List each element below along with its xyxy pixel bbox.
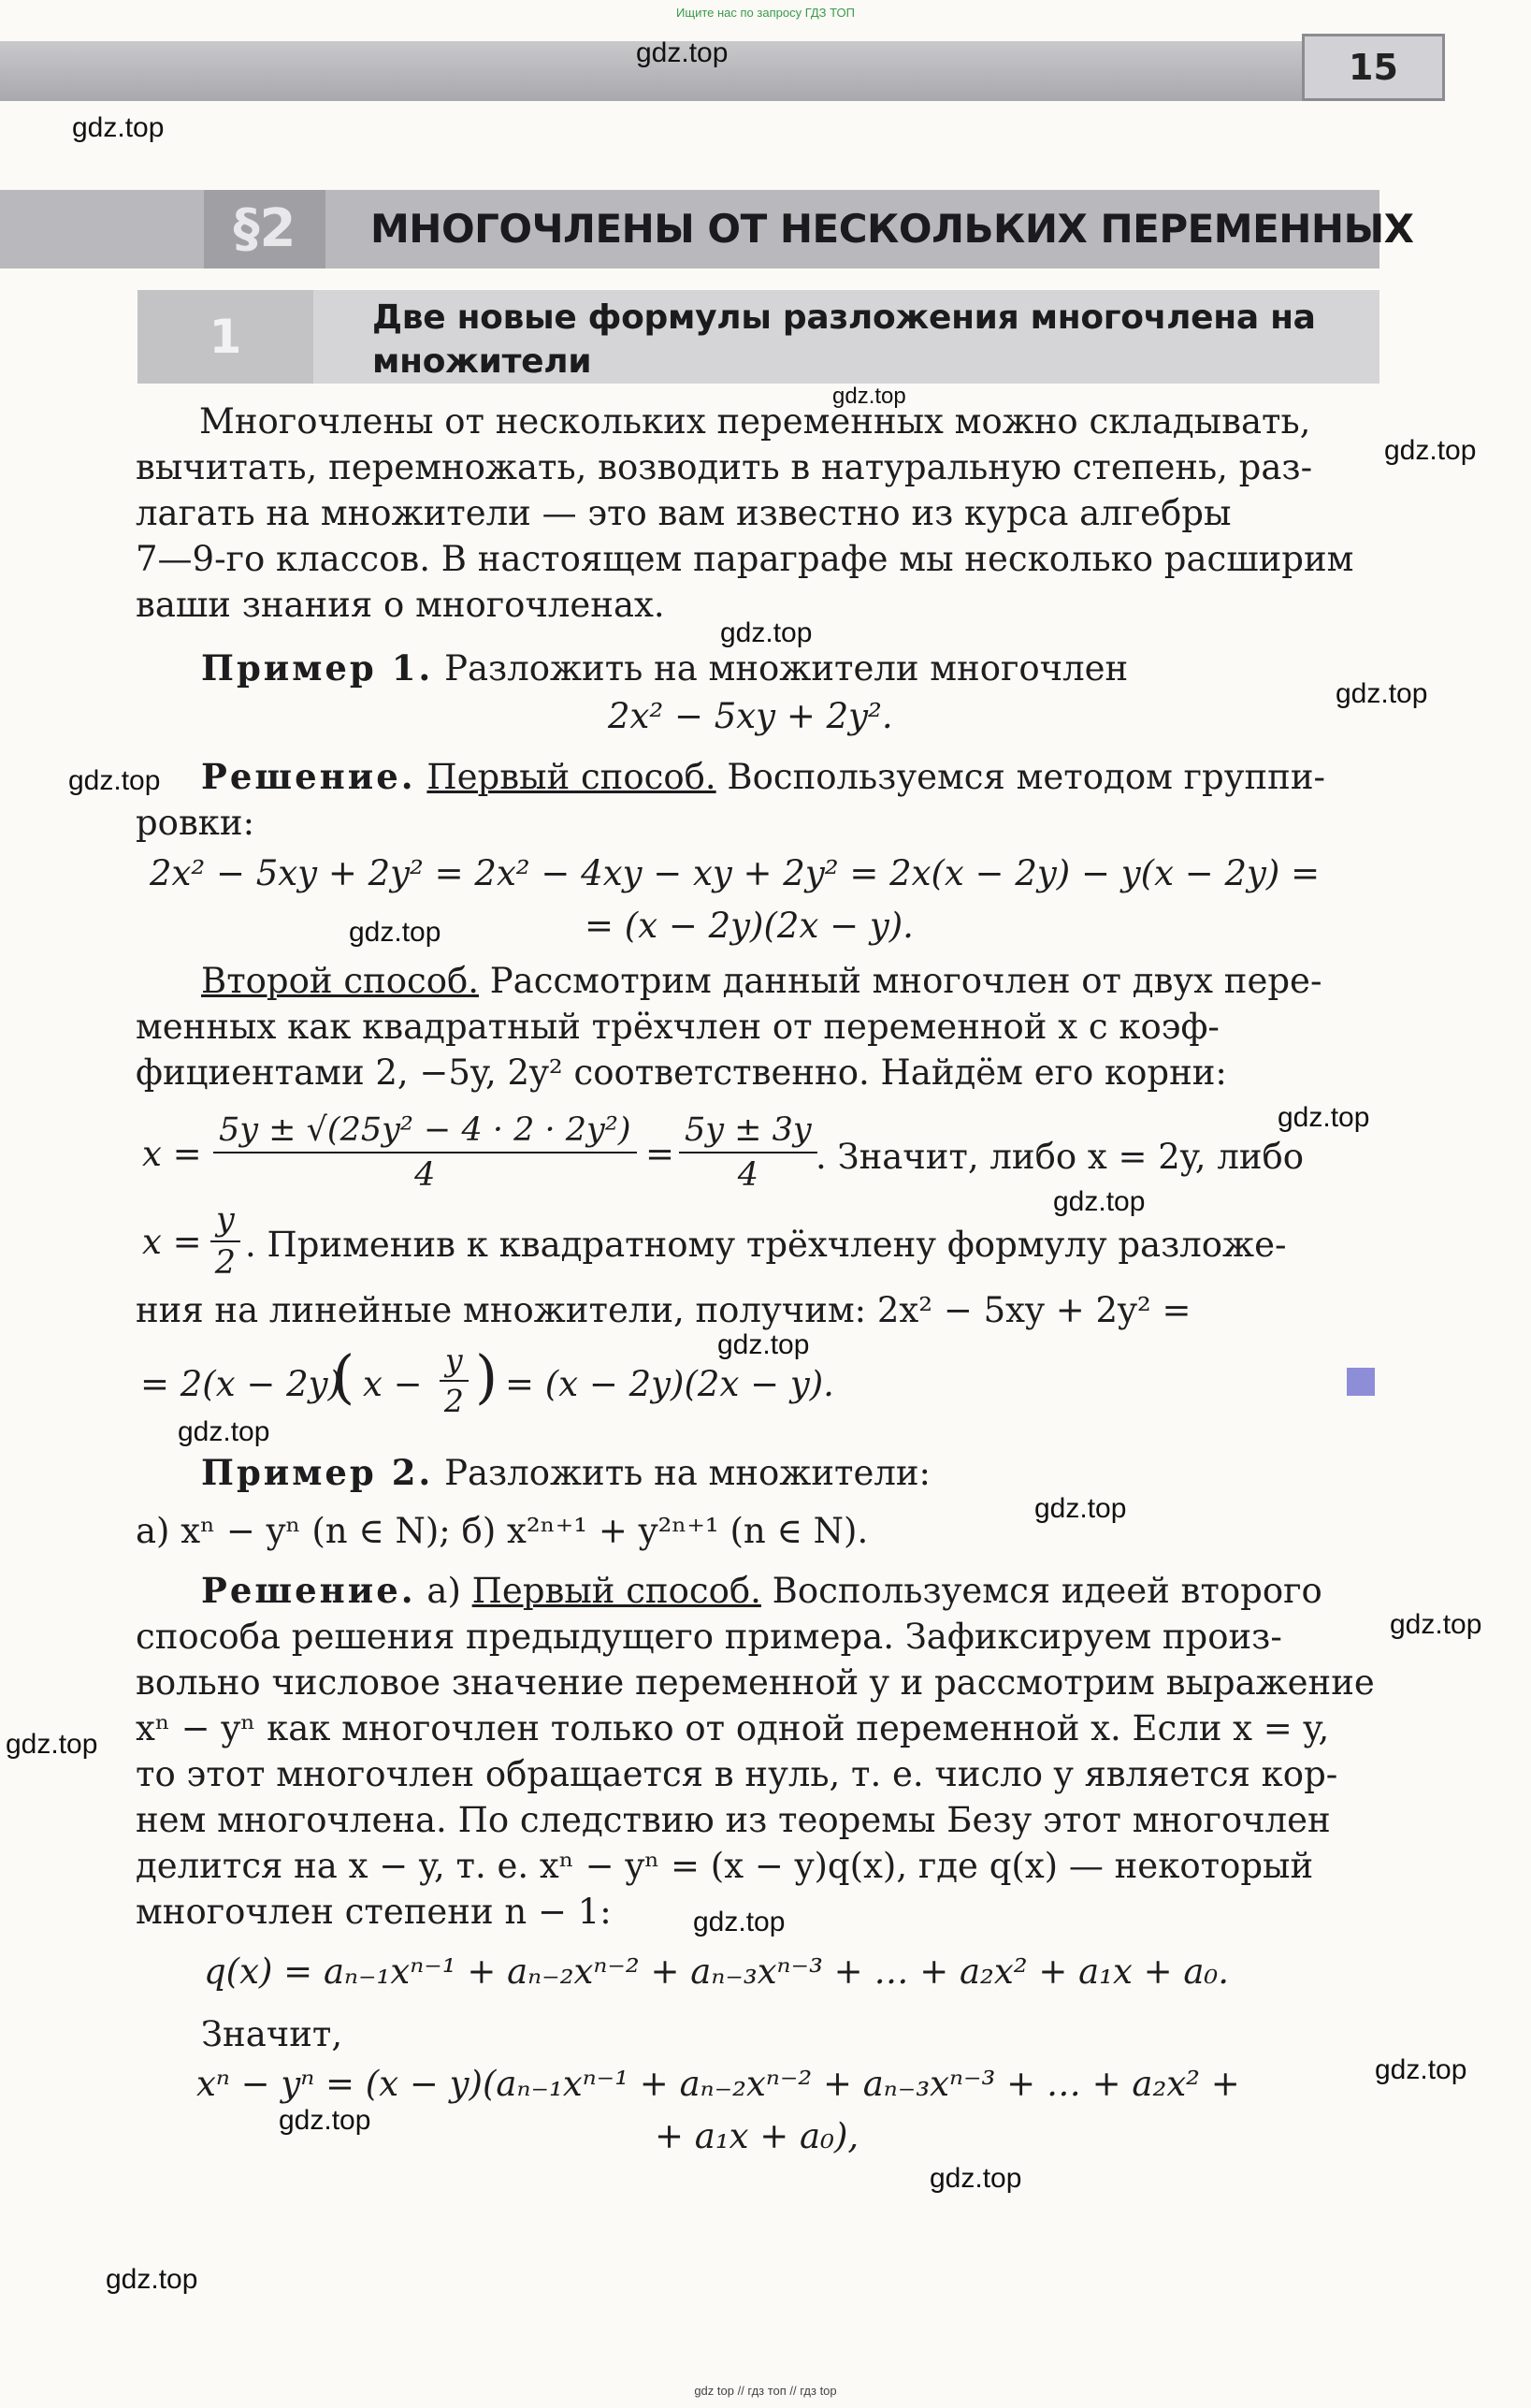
end-of-solution-mark	[1347, 1368, 1375, 1396]
section-number: §2	[204, 190, 325, 268]
intro-line-3: лагать на множители — это вам известно из курса алгебры	[136, 493, 1232, 533]
watermark: gdz.top	[1278, 1102, 1370, 1133]
solution-2-line-1: Воспользуемся идеей второго	[772, 1571, 1322, 1611]
znachit: Значит,	[201, 2014, 343, 2054]
watermark: gdz.top	[930, 2163, 1022, 2194]
solution-2-part-a: а)	[426, 1571, 461, 1611]
second-way-text: Рассмотрим данный многочлен от двух пере-	[489, 961, 1322, 1001]
roots-numerator-2: 5y ± 3y	[679, 1109, 817, 1153]
root2-tail: . Применив к квадратному трёхчлену формулу разложе-	[245, 1225, 1287, 1265]
subsection-title: Две новые формулы разложения многочлена на множители	[372, 298, 1316, 381]
solution-2-line-4: xⁿ − yⁿ как многочлен только от одной переменной x. Если x = y,	[136, 1708, 1330, 1748]
roots-denominator-2: 4	[737, 1156, 758, 1194]
watermark: gdz.top	[106, 2264, 198, 2295]
root2-denominator: 2	[214, 1244, 237, 1282]
roots-numerator-1: 5y ± √(25y² − 4 · 2 · 2y²)	[213, 1109, 637, 1153]
paren-open: (	[332, 1342, 355, 1411]
intro-line-1: Многочлены от нескольких переменных можно складывать,	[199, 401, 1311, 442]
watermark: gdz.top	[1336, 678, 1428, 709]
watermark: gdz.top	[693, 1907, 786, 1937]
q-polynomial: q(x) = aₙ₋₁xⁿ⁻¹ + aₙ₋₂xⁿ⁻² + aₙ₋₃xⁿ⁻³ + … + a₂x² + a₁x + a₀.	[204, 1951, 1230, 1992]
example-2-items: а) xⁿ − yⁿ (n ∈ N); б) x²ⁿ⁺¹ + y²ⁿ⁺¹ (n ∈ N).	[136, 1511, 869, 1551]
equation-1-line-2: = (x − 2y)(2x − y).	[585, 906, 914, 946]
intro-line-5: ваши знания о многочленах.	[136, 585, 665, 625]
example-1-heading	[201, 646, 1445, 691]
example-2-text: Разложить на множители:	[444, 1453, 931, 1493]
solution-2-line-3: вольно числовое значение переменной y и рассмотрим выражение	[136, 1662, 1375, 1703]
factor-numerator: y	[440, 1341, 469, 1382]
watermark: gdz.top	[6, 1729, 98, 1760]
solution-1-text: Воспользуемся методом группи-	[727, 757, 1325, 797]
watermark: gdz.top	[832, 384, 906, 409]
root2-numerator: y	[210, 1199, 240, 1242]
solution-2-heading	[201, 1568, 1445, 1614]
intro-line-4: 7—9-го классов. В настоящем параграфе мы несколько расширим	[136, 539, 1354, 579]
solution-2-line-2: способа решения предыдущего примера. Зафиксируем произ-	[136, 1617, 1282, 1657]
solution-2-line-5: то этот многочлен обращается в нуль, т. е. число y является кор-	[136, 1754, 1338, 1794]
roots-tail: . Значит, либо x = 2y, либо	[816, 1137, 1305, 1177]
second-way-label: Второй способ.	[201, 961, 480, 1001]
section-title: МНОГОЧЛЕНЫ ОТ НЕСКОЛЬКИХ ПЕРЕМЕННЫХ	[370, 206, 1414, 252]
paren-close: )	[475, 1342, 498, 1411]
watermark: gdz.top	[720, 617, 813, 648]
second-way-line-3: фициентами 2, −5y, 2y² соответственно. Найдём его корни:	[136, 1052, 1227, 1093]
solution-label: Решение.	[201, 756, 416, 797]
example-1-formula: 2x² − 5xy + 2y².	[608, 696, 893, 736]
solution-2-line-6: нем многочлена. По следствию из теоремы Безу этот многочлен	[136, 1800, 1331, 1840]
final-line-2: + a₁x + a₀),	[655, 2116, 859, 2156]
first-way-label: Первый способ.	[426, 757, 716, 797]
watermark: gdz.top	[349, 917, 441, 948]
factor-fraction	[440, 1341, 469, 1421]
root2-x: x =	[142, 1222, 202, 1262]
factor-line: ния на линейные множители, получим: 2x² − 5xy + 2y² =	[136, 1290, 1192, 1330]
second-way-line-2: менных как квадратный трёхчлен от переменной x с коэф-	[136, 1007, 1220, 1047]
watermark: gdz.top	[1384, 435, 1477, 466]
page-number: 15	[1302, 34, 1445, 101]
solution-2-label: Решение.	[201, 1570, 416, 1611]
watermark: gdz.top	[717, 1329, 810, 1360]
example-2-heading	[201, 1450, 1445, 1496]
example-1-label: Пример 1.	[201, 647, 434, 689]
watermark: gdz.top	[68, 765, 161, 796]
roots-denominator-1: 4	[414, 1156, 436, 1194]
second-way-line-1	[201, 958, 1445, 1004]
roots-fraction-1	[213, 1109, 637, 1197]
equation-1-line-1: 2x² − 5xy + 2y² = 2x² − 4xy − xy + 2y² = 2x(x − 2y) − y(x − 2y) =	[150, 853, 1321, 893]
roots-fraction-2	[679, 1109, 817, 1197]
watermark: gdz.top	[1375, 2054, 1467, 2085]
watermark: gdz.top	[178, 1416, 270, 1447]
watermark: gdz.top	[72, 112, 165, 143]
factor-denominator: 2	[443, 1383, 464, 1419]
watermark: gdz.top	[1390, 1609, 1482, 1640]
subsection-number: 1	[137, 290, 313, 384]
roots-equals: =	[645, 1134, 675, 1174]
root2-fraction	[210, 1199, 240, 1284]
intro-line-2: вычитать, перемножать, возводить в натуральную степень, раз-	[136, 447, 1313, 487]
final-line-1: xⁿ − yⁿ = (x − y)(aₙ₋₁xⁿ⁻¹ + aₙ₋₂xⁿ⁻² + aₙ₋₃xⁿ⁻³ + … + a₂x² +	[196, 2064, 1240, 2104]
bottom-note: gdz top // гдз топ // гдз top	[694, 2384, 837, 2398]
watermark: gdz.top	[1053, 1186, 1146, 1217]
factor-eq-c: = (x − 2y)(2x − y).	[505, 1364, 834, 1404]
solution-1-heading	[201, 754, 1445, 800]
roots-x: x =	[142, 1134, 202, 1174]
factor-eq-b: x −	[363, 1364, 423, 1404]
watermark: gdz.top	[636, 37, 729, 68]
watermark: gdz.top	[1034, 1493, 1127, 1524]
solution-2-line-7: делится на x − y, т. е. xⁿ − yⁿ = (x − y)q(x), где q(x) — некоторый	[136, 1846, 1314, 1886]
example-2-label: Пример 2.	[201, 1452, 434, 1493]
factor-eq-a: = 2(x − 2y)	[140, 1364, 342, 1404]
solution-2-line-8: многочлен степени n − 1:	[136, 1892, 612, 1932]
example-1-text: Разложить на множители многочлен	[444, 648, 1129, 689]
solution-2-way: Первый способ.	[471, 1571, 761, 1611]
top-note: Ищите нас по запросу ГДЗ ТОП	[676, 6, 855, 20]
watermark: gdz.top	[279, 2105, 371, 2136]
solution-1-text-2: ровки:	[136, 803, 255, 843]
